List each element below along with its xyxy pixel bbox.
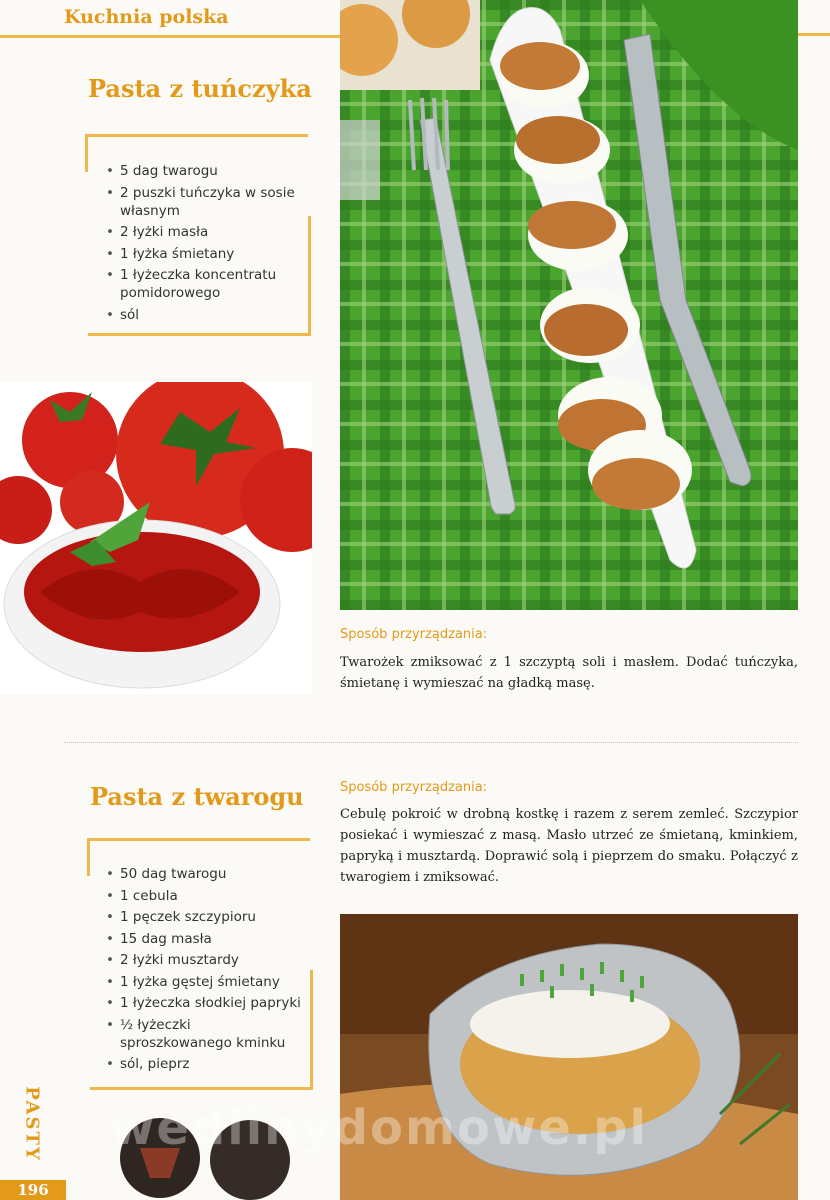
ingredients-box-cottage-cheese — [90, 838, 310, 1090]
method-label-tuna: Sposób przyrządzania: — [340, 627, 488, 642]
ingredient-item: • 2 łyżki masła — [104, 223, 300, 241]
header-rule-right — [798, 33, 830, 36]
ingredient-item: • sól — [104, 306, 300, 324]
ingredient-item: • 1 pęczek szczypioru — [104, 908, 302, 926]
ingredient-item: • 1 łyżeczka słodkiej papryki — [104, 994, 302, 1012]
category-label: PASTY — [21, 1086, 43, 1162]
ingredient-item: • ½ łyżeczki sproszkowanego kminku — [104, 1016, 302, 1052]
ingredient-item: • 1 łyżeczka koncentratu pomidorowego — [104, 266, 300, 302]
category-tab — [18, 1082, 46, 1166]
ingredient-item: • 1 łyżka śmietany — [104, 245, 300, 263]
ingredient-item: • 50 dag twarogu — [104, 865, 302, 883]
recipe-title-cottage-cheese: Pasta z twarogu — [90, 782, 304, 811]
section-header: Kuchnia polska — [64, 6, 229, 28]
ingredient-item: • 5 dag twarogu — [104, 162, 300, 180]
ingredients-list-tuna — [104, 162, 300, 327]
baked-potato-photo — [340, 914, 798, 1200]
watermark: wedlinydomowe.pl — [110, 1100, 648, 1156]
method-text-cottage-cheese: Cebulę pokroić w drobną kostkę i razem z serem zemleć. Szczypior posiekać i wymieszać z masą. Masło utrzeć ze śmietaną, kminkiem, papryką i musztardą. Doprawić solą i pieprzem do smaku. Połączyć z twarogiem i zmiksować. — [340, 807, 798, 885]
tomato-paste-photo — [0, 382, 312, 694]
ingredient-item: • 1 łyżka gęstej śmietany — [104, 973, 302, 991]
section-divider — [64, 742, 798, 743]
method-text-tuna: Twarożek zmiksować z 1 szczyptą soli i masłem. Dodać tuńczyka, śmietanę i wymieszać na gładką masę. — [340, 655, 798, 691]
ingredients-box-tuna — [88, 134, 308, 336]
ingredient-item: • 15 dag masła — [104, 930, 302, 948]
stuffed-eggs-photo — [340, 0, 798, 610]
ingredients-list-cottage-cheese — [104, 865, 302, 1077]
ingredient-item: • 1 cebula — [104, 887, 302, 905]
ingredient-item: • 2 łyżki musztardy — [104, 951, 302, 969]
recipe-title-tuna: Pasta z tuńczyka — [88, 74, 312, 103]
page-number: 196 — [0, 1180, 66, 1200]
method-label-cottage-cheese: Sposób przyrządzania: — [340, 780, 488, 795]
ingredient-item: • 2 puszki tuńczyka w sosie własnym — [104, 184, 300, 220]
header-rule — [0, 35, 340, 38]
ingredient-item: • sól, pieprz — [104, 1055, 302, 1073]
